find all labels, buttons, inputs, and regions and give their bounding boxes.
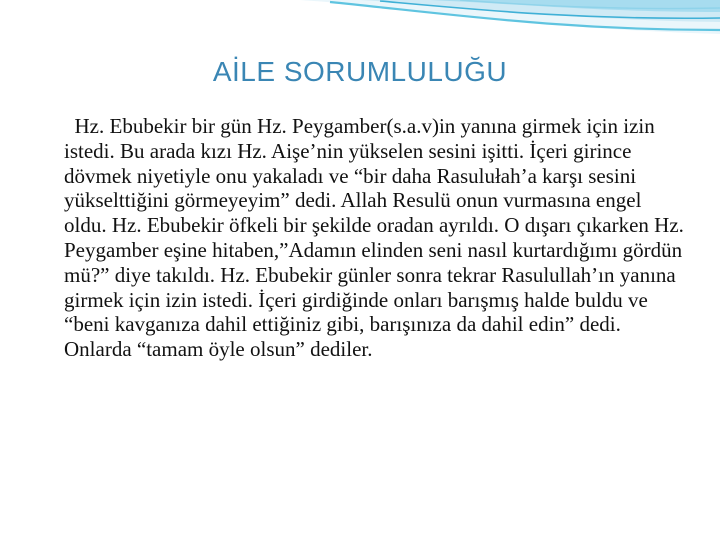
slide-title: AİLE SORUMLULUĞU: [212, 56, 508, 87]
wave-decoration: [0, 0, 720, 60]
body-text: Hz. Ebubekir bir gün Hz. Peygamber(s.a.v)in yanına girmek için izin istedi. Bu arada kızı Hz. Aişe’nin yükselen sesini işitti. İçeri girince dövmek niyetiyle onu yakaladı ve “bir daha Rasulułah’a karşı sesini yükselttiğini görmeyeyim” dedi. Allah Resulü onun vurmasına engel oldu. Hz. Ebubekir öfkeli bir şekilde oradan ayrıldı. O dışarı çıkarken Hz. Peygamber eşine hitaben,”Adamın elinden seni nasıl kurtardığımı gördün mü?” diye takıldı. Hz. Ebubekir günler sonra tekrar Rasulullah’ın yanına girmek için izin istedi. İçeri girdiğinde onları barışmış halde buldu ve “beni kavganıza dahil ettiğiniz gibi, barışınıza da dahil edin” dedi. Onlarda “tamam öyle olsun” dediler.: [64, 114, 684, 362]
